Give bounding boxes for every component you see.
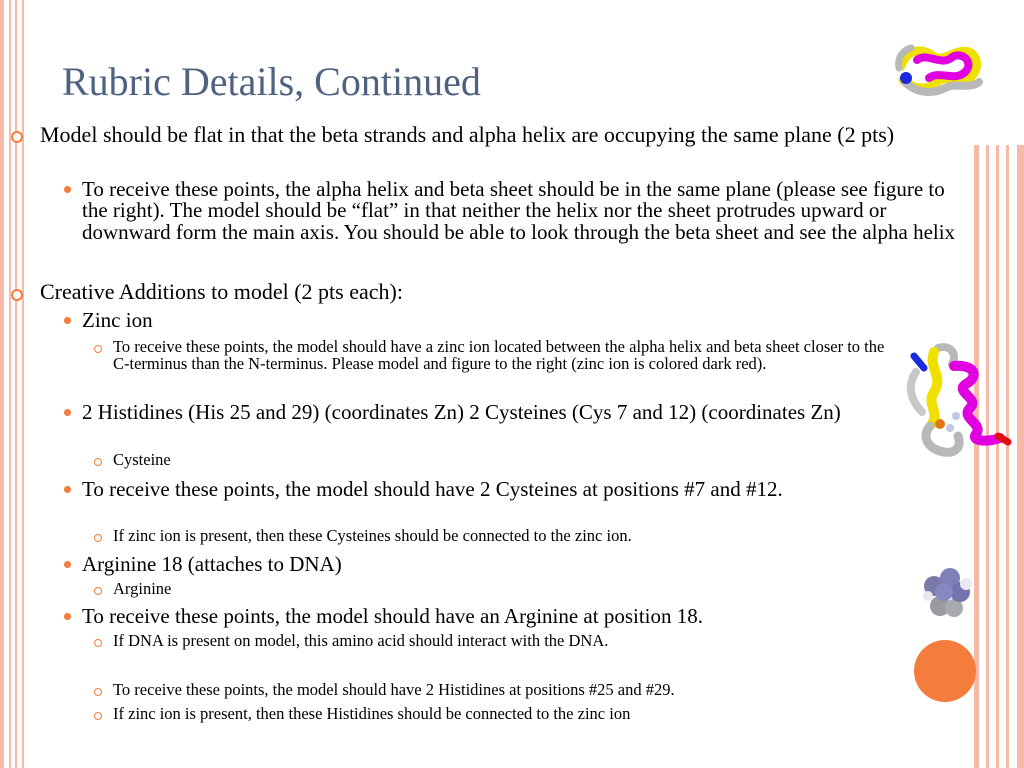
bullet-item: To receive these points, the model should have 2 Histidines at positions #25 and #29. <box>113 680 675 699</box>
bullet-item: To receive these points, the model should have a zinc ion located between the alpha helix and beta sheet closer to the C-terminus than the N-terminus. Please model and figure to the right (zinc ion is colored dark red). <box>113 337 885 373</box>
bullet-marker <box>94 688 102 696</box>
bullet-item: If zinc ion is present, then these Cysteines should be connected to the zinc ion. <box>113 526 632 545</box>
bullet-item: To receive these points, the alpha helix and beta sheet should be in the same plane (please see figure to the right). The model should be “flat” in that neither the helix nor the sheet protrudes upward or downward form the main axis. You should be able to look through the beta sheet and see the alpha helix <box>82 177 956 244</box>
bullet-marker <box>64 409 71 416</box>
bullet-item: Model should be flat in that the beta strands and alpha helix are occupying the same plane (2 pts) <box>40 122 895 147</box>
protein-model-top-icon <box>893 38 985 100</box>
bullet-item: To receive these points, the model should have 2 Cysteines at positions #7 and #12. <box>82 477 783 501</box>
bullet-marker <box>94 345 102 353</box>
bullet-marker <box>94 712 102 720</box>
bullet-marker <box>94 587 102 595</box>
histidine-molecule-icon <box>920 562 974 622</box>
bullet-item: Arginine 18 (attaches to DNA) <box>82 552 342 576</box>
accent-circle <box>914 640 976 702</box>
bullet-item: If zinc ion is present, then these Histidines should be connected to the zinc ion <box>113 704 631 723</box>
bullet-marker <box>64 613 71 620</box>
bullet-item: To receive these points, the model should have an Arginine at position 18. <box>82 604 704 628</box>
bullet-item: If DNA is present on model, this amino acid should interact with the DNA. <box>113 631 609 650</box>
bullet-marker <box>94 639 102 647</box>
slide-title: Rubric Details, Continued <box>62 59 481 104</box>
bullet-item: Cysteine <box>113 450 171 469</box>
bullet-marker <box>11 131 23 143</box>
bullet-marker <box>64 186 71 193</box>
zinc-finger-model-icon <box>900 342 1012 464</box>
bullet-marker <box>64 561 71 568</box>
bullet-marker <box>64 486 71 493</box>
bullet-marker <box>64 317 71 324</box>
bullet-marker <box>11 289 23 301</box>
bullet-marker <box>94 534 102 542</box>
bullet-marker <box>94 458 102 466</box>
bullet-item: Creative Additions to model (2 pts each): <box>40 279 403 304</box>
bullet-item: 2 Histidines (His 25 and 29) (coordinates Zn) 2 Cysteines (Cys 7 and 12) (coordinates Zn) <box>82 400 841 424</box>
bullet-item: Zinc ion <box>82 308 153 332</box>
bullet-item: Arginine <box>113 579 172 598</box>
